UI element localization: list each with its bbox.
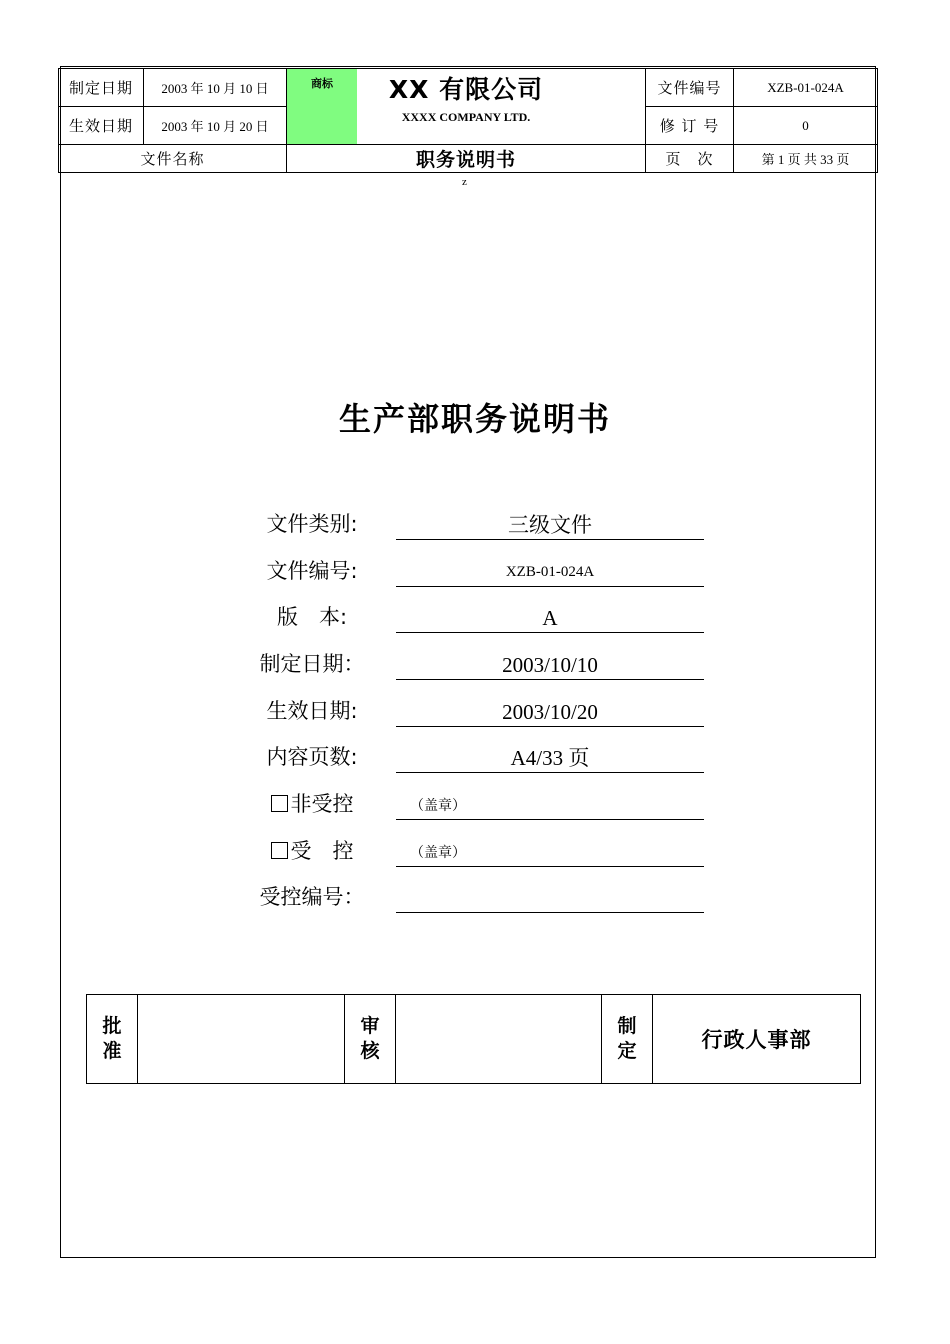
company-name: XX 有限公司 <box>388 75 544 104</box>
info-row-number <box>250 547 710 587</box>
made-date-label: 制定日期 <box>59 69 144 107</box>
trademark-box: 商标 <box>287 69 357 144</box>
info-row-uncontrolled <box>250 780 710 820</box>
controlled-checkbox[interactable] <box>271 842 288 859</box>
prepare-value: 行政人事部 <box>653 995 861 1084</box>
uncontrolled-stamp: （盖章） <box>396 792 704 820</box>
company-name-en: XXXX COMPANY LTD. <box>401 110 531 124</box>
info-row-controlled <box>250 827 710 867</box>
number-label: 文件编号: <box>266 559 358 583</box>
approve-label: 批 准 <box>87 995 138 1084</box>
made-date-info-value: 2003/10/10 <box>396 651 704 680</box>
uncontrolled-label-wrap <box>250 788 374 818</box>
version-value: A <box>396 604 704 633</box>
file-name-label: 文件名称 <box>59 145 287 173</box>
info-row-pages <box>250 733 710 773</box>
control-number-label: 受控编号： <box>259 885 365 909</box>
pages-label: 内容页数: <box>266 745 358 769</box>
controlled-stamp: （盖章） <box>396 839 704 867</box>
effective-date-label: 生效日期 <box>59 107 144 145</box>
main-title: 生产部职务说明书 <box>338 400 611 438</box>
info-row-version <box>250 593 710 633</box>
approve-value <box>138 995 345 1084</box>
effective-date-info-label: 生效日期: <box>266 699 358 723</box>
info-row-effective-date <box>250 687 710 727</box>
review-value <box>396 995 602 1084</box>
info-row-control-number <box>250 873 710 913</box>
stray-mark: z <box>462 176 467 188</box>
review-label: 审 核 <box>345 995 396 1084</box>
prepare-label: 制 定 <box>602 995 653 1084</box>
version-label: 版 本: <box>276 605 348 629</box>
info-row-made-date <box>250 640 710 680</box>
number-value: XZB-01-024A <box>396 558 704 587</box>
document-header <box>58 68 878 173</box>
effective-date-value: 2003 年 10 月 20 日 <box>144 107 287 145</box>
signoff-table <box>86 994 861 1084</box>
uncontrolled-label: 非受控 <box>290 792 354 816</box>
made-date-info-label: 制定日期： <box>259 652 365 676</box>
made-date-value: 2003 年 10 月 10 日 <box>144 69 287 107</box>
page-label: 页 次 <box>646 145 734 173</box>
revision-value: 0 <box>734 107 878 145</box>
page-value: 第 1 页 共 33 页 <box>734 145 878 173</box>
control-number-value <box>396 884 704 913</box>
file-name-value: 职务说明书 <box>287 145 646 173</box>
category-value: 三级文件 <box>396 511 704 540</box>
controlled-label-wrap <box>250 835 374 865</box>
company-cell <box>287 69 646 145</box>
controlled-label: 受 控 <box>290 839 354 863</box>
pages-value: A4/33 页 <box>396 744 704 773</box>
info-row-category <box>250 500 710 540</box>
revision-label: 修 订 号 <box>646 107 734 145</box>
uncontrolled-checkbox[interactable] <box>271 795 288 812</box>
doc-number-value: XZB-01-024A <box>734 69 878 107</box>
effective-date-info-value: 2003/10/20 <box>396 698 704 727</box>
doc-number-label: 文件编号 <box>646 69 734 107</box>
category-label: 文件类别: <box>266 512 358 536</box>
